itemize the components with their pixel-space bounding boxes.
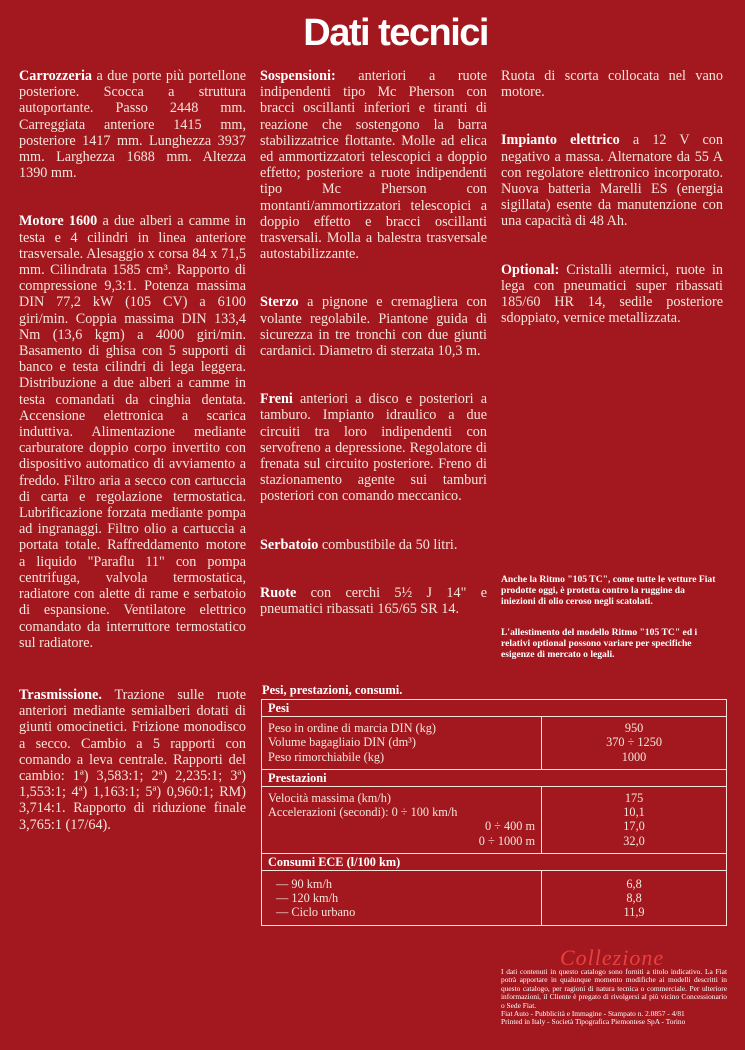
table-row <box>262 834 727 854</box>
table-row <box>262 871 727 892</box>
collezione-logo: Collezione <box>560 945 665 970</box>
table-cell-value: 8,8 <box>542 891 727 905</box>
section-trasmissione <box>19 687 246 833</box>
fine-print-disclaimer: I dati contenuti in questo catalogo sono forniti a titolo indicativo. La Fiat potrà apportare in qualunque momento modifiche ai modelli descritti in questo catalogo, per ragioni di natura tecnica o commerciale. Per ulteriore informazioni, il Cliente è pregato di rivolgersi al più vicino Concessionario o Sede Fiat. <box>501 967 727 1010</box>
section-text: a pignone e cremagliera con volante regolabile. Piantone guida di sicurezza in tre tronchi con due giunti cardanici. Diametro di sterzata 10,3 m. <box>260 294 487 360</box>
section-heading: Trasmissione. <box>19 686 102 703</box>
table-header-prestazioni: Prestazioni <box>262 769 727 786</box>
section-serbatoio <box>260 537 487 553</box>
table-header-row <box>262 700 727 717</box>
note-ruggine: Anche la Ritmo "105 TC", come tutte le vetture Fiat prodotte oggi, è protetta contro la ruggine da iniezioni di olio ceroso negli scatolati. <box>501 574 716 607</box>
section-text: a 12 V con negativo a massa. Alternatore da 55 A con regolatore elettronico incorporato. Nuova batteria Marelli ES (energia sigillata) esente da manutenzione con una capacità di 48 Ah. <box>501 132 723 230</box>
table-cell-label: 0 ÷ 1000 m <box>262 834 542 854</box>
table-cell-label: — 120 km/h <box>262 891 542 905</box>
page-title: Dati tecnici <box>303 12 488 54</box>
section-text: a due porte più portellone posteriore. Scocca a struttura autoportante. Passo 2448 mm. Carreggiata anteriore 1415 mm, posteriore 1417 mm. Lunghezza 3937 mm. Larghezza 1688 mm. Altezza 1390 mm. <box>19 68 246 182</box>
table-cell-label: Accelerazioni (secondi): 0 ÷ 100 km/h <box>262 805 542 819</box>
table-title: Pesi, prestazioni, consumi. <box>262 683 403 697</box>
table-cell-value: 370 ÷ 1250 <box>542 735 727 749</box>
table-cell-value: 11,9 <box>542 905 727 925</box>
section-text: combustibile da 50 litri. <box>318 536 458 553</box>
table-cell-value: 32,0 <box>542 834 727 854</box>
section-heading: Serbatoio <box>260 536 319 553</box>
table-cell-value: 10,1 <box>542 805 727 819</box>
table-cell-value: 6,8 <box>542 871 727 892</box>
section-optional <box>501 262 723 327</box>
section-heading: Optional: <box>501 261 560 278</box>
table-cell-value: 1000 <box>542 750 727 770</box>
table-cell-label: Peso in ordine di marcia DIN (kg) <box>262 717 542 736</box>
section-text: con cerchi 5½ J 14" e pneumatici ribassati 165/65 SR 14. <box>260 584 487 618</box>
table-row <box>262 805 727 819</box>
section-sterzo <box>260 294 487 359</box>
section-motore <box>19 213 246 650</box>
table-cell-value: 175 <box>542 787 727 806</box>
section-freni <box>260 391 487 504</box>
table-row <box>262 735 727 749</box>
section-heading: Sterzo <box>260 294 299 311</box>
section-text: a due alberi a camme in testa e 4 cilindri in linea anteriore trasversale. Alesaggio x corsa 84 x 71,5 mm. Cilindrata 1585 cm³. Rapporto di compressione 9,3:1. Potenza massima DIN 77,2 kW (105 CV) a 6100 giri/min. Coppia massima DIN 133,4 Nm (13,6 kgm) a 4000 giri/min. Basamento di ghisa con 5 supporti di banco e testa cilindri di lega leggera. Distribuzione a due alberi a camme in testa comandati da cinghia dentata. Accensione elettronica a scarica induttiva. Alimentazione mediante carburatore doppio corpo invertito con dispositivo automatico di avviamento a freddo. Filtro aria a secco con cartuccia di carta e regolazione termostatica. Lubrificazione forzata mediante pompa ad ingranaggi. Filtro olio a cartuccia a portata totale. Raffreddamento motore a liquido "Paraflu 11" con pompa centrifuga, valvola termostatica, radiatore con alette di rame e serbatoio di espansione. Ventilatore elettrico comandato da interruttore termostatico sul radiatore. <box>19 213 247 651</box>
table-row <box>262 787 727 806</box>
table-row <box>262 717 727 736</box>
column-left <box>19 68 246 865</box>
section-carrozzeria <box>19 68 246 181</box>
fine-print-printer: Printed in Italy - Società Tipografica Piemontese SpA - Torino <box>501 1017 686 1027</box>
fine-print <box>501 968 727 1027</box>
section-text: anteriori a disco e posteriori a tamburo. Impianto idraulico a due circuiti tra loro indipendenti con servofreno a depressione. Regolatore di frenata sul circuito posteriore. Freno di stazionamento agente sui tamburi posteriori con comando meccanico. <box>260 391 487 505</box>
table-header-row <box>262 853 727 870</box>
table-cell-label: — 90 km/h <box>262 871 542 892</box>
table-cell-label: Peso rimorchiabile (kg) <box>262 750 542 770</box>
table-cell-label: 0 ÷ 400 m <box>262 819 542 833</box>
specs-table <box>261 699 727 926</box>
table-cell-value: 950 <box>542 717 727 736</box>
section-ruote <box>260 585 487 617</box>
section-heading: Impianto elettrico <box>501 132 620 149</box>
table-row <box>262 750 727 770</box>
section-text: Cristalli atermici, ruote in lega con pneumatici super ribassati 185/60 HR 14, sedile posteriore sdoppiato, vernice metallizzata. <box>501 261 723 327</box>
section-heading: Sospensioni: <box>260 68 336 84</box>
table-cell-label: Volume bagagliaio DIN (dm³) <box>262 735 542 749</box>
table-cell-label: Velocità massima (km/h) <box>262 787 542 806</box>
table-row <box>262 819 727 833</box>
table-header-pesi: Pesi <box>262 700 727 717</box>
table-header-consumi: Consumi ECE (l/100 km) <box>262 853 727 870</box>
section-heading: Freni <box>260 391 293 408</box>
section-heading: Ruote <box>260 584 297 601</box>
table-row <box>262 891 727 905</box>
section-impianto-elettrico <box>501 132 723 229</box>
section-heading: Carrozzeria <box>19 68 92 84</box>
table-cell-value: 17,0 <box>542 819 727 833</box>
section-text: anteriori a ruote indipendenti tipo Mc Pherson con bracci oscillanti inferiori e tiranti di reazione che sostengono la barra stabilizzatrice flottante. Molle ad elica ed ammortizzatori telescopici a doppio effetto; posteriore a ruote indipendenti tipo Mc Pherson con montanti/ammortizzatori telescopici a doppio effetto e bracci oscillanti trasversali. Molla a balestra trasversale autostabilizzante. <box>260 68 487 263</box>
table-header-row <box>262 769 727 786</box>
table-row <box>262 905 727 925</box>
column-right <box>501 68 723 358</box>
section-sospensioni <box>260 68 487 262</box>
section-ruota-scorta: Ruota di scorta collocata nel vano motore. <box>501 68 723 101</box>
section-text: Trazione sulle ruote anteriori mediante semialberi dotati di giunti omocinetici. Frizione monodisco a secco. Cambio a 5 rapporti con comando a leva centrale. Rapporti del cambio: 1ª) 3,583:1; 2ª) 2,235:1; 3ª) 1,553:1; 4ª) 1,163:1; 5ª) 0,960:1; RM) 3,714:1. Rapporto di riduzione finale 3,765:1 (17/64). <box>19 686 246 833</box>
table-cell-label: — Ciclo urbano <box>262 905 542 925</box>
fine-print-publisher: Fiat Auto - Pubblicità e Immagine - Stampato n. 2.0857 - 4/81 <box>501 1009 685 1019</box>
note-allestimento: L'allestimento del modello Ritmo "105 TC" ed i relativi optional possono variare per specifiche esigenze di mercato o legali. <box>501 627 698 660</box>
column-middle <box>260 68 487 649</box>
section-heading: Motore 1600 <box>19 213 98 230</box>
